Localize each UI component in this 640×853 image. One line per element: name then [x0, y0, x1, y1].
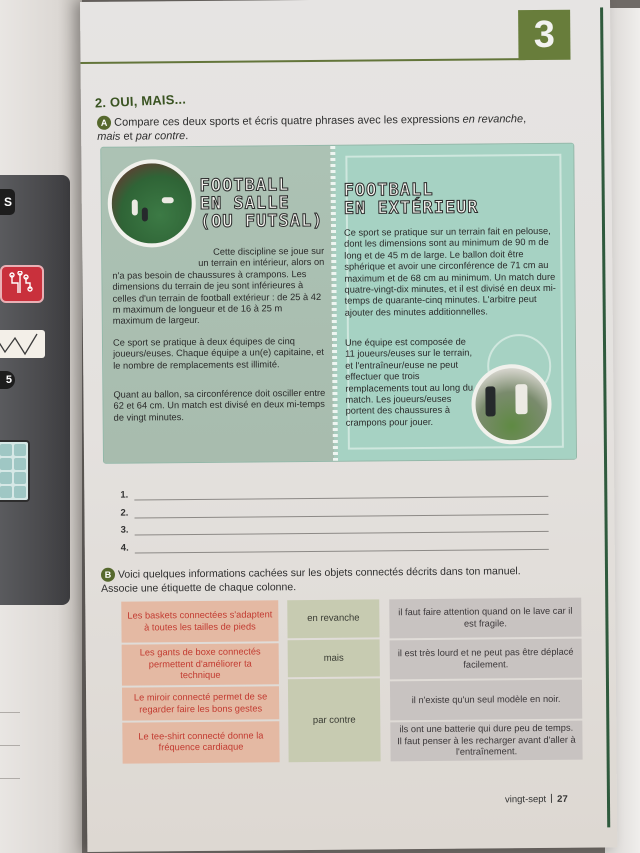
- player-figure: [132, 200, 138, 216]
- app-grid-icon: [0, 440, 30, 502]
- column-connectors: [287, 599, 380, 762]
- previous-page-illustration: [0, 175, 70, 605]
- outdoor-football-photo: [471, 364, 552, 445]
- paragraph-text: n'a pas besoin de chaussures à crampons. Les dimensions du terrain de jeu sont inférieures à celles d'un terrain de football extérieur : de 25 à 42 m maximum de longueur et de 16 à 25 m maximum de largeur.: [112, 268, 322, 327]
- section-title: 2. OUI, MAIS...: [94, 91, 187, 111]
- divider: [0, 745, 20, 746]
- answer-number: 3.: [120, 524, 129, 536]
- instruction-italic: par contre: [135, 130, 186, 143]
- paragraph-line: un terrain en intérieur, alors on: [198, 257, 325, 269]
- divider: [0, 712, 20, 713]
- match-card[interactable]: Le miroir connecté permet de se regarder faire les bons gestes: [122, 686, 279, 720]
- match-card[interactable]: il est très lourd et ne peut pas être déplacé facilement.: [390, 639, 582, 680]
- answer-number: 2.: [120, 507, 129, 519]
- activity-a-badge: A: [97, 116, 111, 130]
- instruction-text: Compare ces deux sports et écris quatre phrases avec les expressions: [114, 113, 463, 129]
- match-card[interactable]: Les gants de boxe connectés permettent d'améliorer ta technique: [122, 643, 279, 685]
- answer-line[interactable]: [134, 496, 548, 501]
- waveform-icon: [0, 330, 45, 358]
- instruction-text: Associe une étiquette de chaque colonne.: [101, 581, 297, 596]
- title-line: EN EXTÉRIEUR: [343, 197, 479, 219]
- title-line: (OU FUTSAL): [199, 210, 324, 232]
- indoor-paragraph-1: [112, 246, 325, 328]
- footer-separator: [551, 794, 552, 803]
- outdoor-paragraph-2: Une équipe est composée de 11 joueurs/euses sur le terrain, et l'entraîneur/euse ne peut effectuer que trois remplacements tout au long du match. Les joueurs/euses portent des chaussures à crampons pour jouer.: [344, 336, 474, 428]
- title-line: FOOTBALL: [199, 175, 290, 196]
- indoor-paragraph-3: Quant au ballon, sa circonférence doit osciller entre 62 et 64 cm. Un match est divisé en deux mi-temps de vingt minutes.: [113, 387, 326, 423]
- page-number-word: vingt-sept: [504, 793, 547, 806]
- instruction-text: et: [120, 130, 136, 143]
- header-rule: [81, 58, 526, 64]
- answer-line[interactable]: [135, 548, 549, 553]
- player-figure: [162, 197, 174, 203]
- connector-card[interactable]: mais: [288, 639, 380, 677]
- instruction-text: .: [185, 130, 189, 143]
- column-subjects: [121, 600, 279, 763]
- match-card[interactable]: Les baskets connectées s'adaptent à toutes les tailles de pieds: [121, 600, 278, 642]
- title-line: FOOTBALL: [343, 179, 434, 201]
- instruction-italic: mais: [97, 130, 121, 143]
- answer-lines: [120, 486, 549, 560]
- column-endings: [389, 598, 582, 762]
- page-footer: [505, 794, 568, 806]
- match-card[interactable]: Le tee-shirt connecté donne la fréquence cardiaque: [122, 721, 279, 763]
- divider: [0, 778, 20, 779]
- connector-card[interactable]: par contre: [288, 679, 381, 763]
- player-figure: [515, 384, 527, 414]
- player-figure: [485, 386, 495, 416]
- instruction-text: ,: [523, 113, 527, 126]
- match-card[interactable]: il n'existe qu'un seul modèle en noir.: [390, 680, 582, 721]
- answer-number: 4.: [120, 542, 129, 554]
- activity-b-badge: B: [101, 568, 115, 582]
- answer-number: 1.: [120, 489, 129, 501]
- circuit-chip-icon: [0, 265, 44, 303]
- player-figure: [142, 207, 148, 221]
- page-edge-stripe: [600, 7, 610, 827]
- match-card[interactable]: il faut faire attention quand on le lave car il est fragile.: [389, 598, 581, 639]
- sports-comparison-panel: [101, 144, 576, 463]
- answer-line[interactable]: [134, 513, 548, 518]
- paragraph-line: Cette discipline se joue sur: [213, 245, 325, 257]
- unit-number-badge: 3: [518, 10, 570, 60]
- outdoor-title: [344, 181, 479, 218]
- activity-a-instruction: [97, 112, 527, 144]
- connector-card[interactable]: en revanche: [287, 599, 379, 637]
- activity-b-instruction: [101, 564, 561, 596]
- step-badge: S: [0, 189, 15, 215]
- outdoor-paragraph-1: Ce sport se pratique sur un terrain fait en pelouse, dont les dimensions sont au minimum de 90 m de long et de 45 m de large. Le ballon doit être sphérique et avoir une circonférence de 71 cm au maximum et de 68 cm au minimum. Un match dure quatre-vingt-dix minutes, et il est divisé en deux mi-temps de quarante-cinq minutes. L'arbitre peut ajouter des minutes additionnelles.: [343, 225, 556, 318]
- title-line: EN SALLE: [199, 193, 290, 214]
- answer-row[interactable]: [121, 538, 549, 559]
- page-number: 27: [557, 793, 568, 805]
- matching-table: [121, 598, 582, 764]
- match-card[interactable]: ils ont une batterie qui dure peu de temps. Il faut penser à les recharger avant d'aller à l'entraînement.: [390, 721, 582, 762]
- previous-page: [0, 0, 82, 853]
- instruction-text: Voici quelques informations cachées sur les objets connectés décrits dans ton manuel.: [117, 565, 521, 581]
- instruction-italic: en revanche: [462, 113, 524, 126]
- indoor-title: [200, 176, 324, 231]
- step-number-badge: 5: [0, 371, 15, 389]
- futsal-photo: [107, 159, 196, 248]
- indoor-paragraph-2: Ce sport se pratique à deux équipes de cinq joueurs/euses. Chaque équipe a un(e) capitaine, et le nombre de remplacements est illimité.: [112, 336, 324, 371]
- answer-line[interactable]: [135, 531, 549, 536]
- textbook-page: [80, 0, 617, 852]
